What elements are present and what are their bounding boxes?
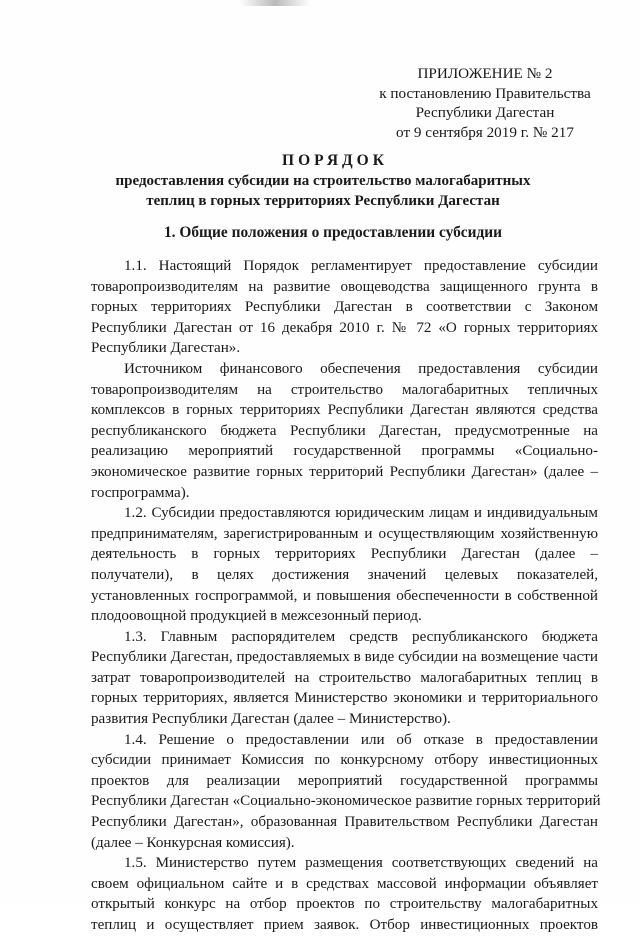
text-line: деятельность в горных территориях Республики Дагестан (далее – [91,546,598,563]
text-line: реализацию мероприятий государственной программы «Социально- [91,443,598,460]
text-line: своем официальном сайте и в средствах массовой информации объявляет [91,875,598,892]
text-line: 1.4. Решение о предоставлении или об отказе в предоставлении [124,731,598,748]
text-line: плодоовощной продукцией в межсезонный период. [91,608,422,625]
subtitle-line-2: теплиц в горных территориях Республики Дагестан [146,192,500,209]
text-line: республиканского бюджета Республики Дагестан, предусмотренные на [91,422,598,439]
text-line: Республики Дагестан». [91,340,241,357]
text-line: 1.1. Настоящий Порядок регламентирует предоставление субсидии [124,258,598,274]
text-line: субсидии принимает Комиссия по конкурсному отбору инвестиционных [91,752,598,769]
annex-date: от 9 сентября 2019 г. № 217 [396,123,574,141]
text-line: (далее – Конкурсная комиссия). [91,834,295,851]
text-line: товаропроизводителям на развитие овощеводства защищенного грунта в [91,278,598,295]
text-line: затрат товаропроизводителей на строительство малогабаритных теплиц в [91,669,598,686]
text-line: комплексов в горных территориях Республики Дагестан являются средства [91,402,598,419]
text-line: установленных госпрограммой, и повышения обеспеченности в собственной [91,587,598,604]
text-line: горных территориях, является Министерство экономики и территориального [91,690,598,707]
annex-region: Республики Дагестан [415,104,555,121]
text-line: Источником финансового обеспечения предоставления субсидии [124,360,598,377]
text-line: экономическое развитие горных территорий Республики Дагестан» (далее – [91,463,598,480]
text-line: 1.5. Министерство путем размещения соответствующих сведений на [124,855,598,872]
subtitle-line-1: предоставления субсидии на строительство малогабаритных [115,173,531,189]
text-line: Республики Дагестан от 16 декабря 2010 г. № 72 «О горных территориях [91,319,598,336]
section-heading: 1. Общие положения о предоставлении субсидии [163,224,502,241]
text-line: 1.3. Главным распорядителем средств республиканского бюджета [124,628,598,645]
scan-artifact [240,0,310,6]
annex-resolution-ref: к постановлению Правительства [379,84,591,102]
text-line: предпринимателям, зарегистрированным и осуществляющим хозяйственную [91,525,598,542]
annex-block [355,64,615,142]
text-line: развития Республики Дагестан (далее – Министерство). [91,711,451,728]
text-line: проектов для реализации мероприятий государственной программы [91,772,598,789]
text-line: горных территориях Республики Дагестан в соответствии с Законом [91,299,598,316]
text-line: 1.2. Субсидии предоставляются юридическим лицам и индивидуальным [124,505,598,522]
text-line: Республики Дагестан «Социально-экономическое развитие горных территорий [91,793,601,810]
text-line: получатели), в целях достижения значений целевых показателей, [91,566,598,583]
text-line: госпрограмма). [91,484,190,501]
text-line: открытый конкурс на отбор проектов по строительству малогабаритных [91,896,598,913]
document-subtitle [0,172,640,211]
document-title: ПОРЯДОК [282,152,388,169]
text-line: товаропроизводителям на строительство малогабаритных тепличных [91,381,598,398]
text-line: Республики Дагестан», образованная Правительством Республики Дагестан [91,814,598,831]
annex-number: ПРИЛОЖЕНИЕ № 2 [417,65,553,82]
text-line: теплиц и осуществляет прием заявок. Отбор инвестиционных проектов [91,917,598,933]
text-line: Республики Дагестан, предоставляемых в виде субсидии на возмещение части [91,649,598,666]
body-text [91,256,601,936]
